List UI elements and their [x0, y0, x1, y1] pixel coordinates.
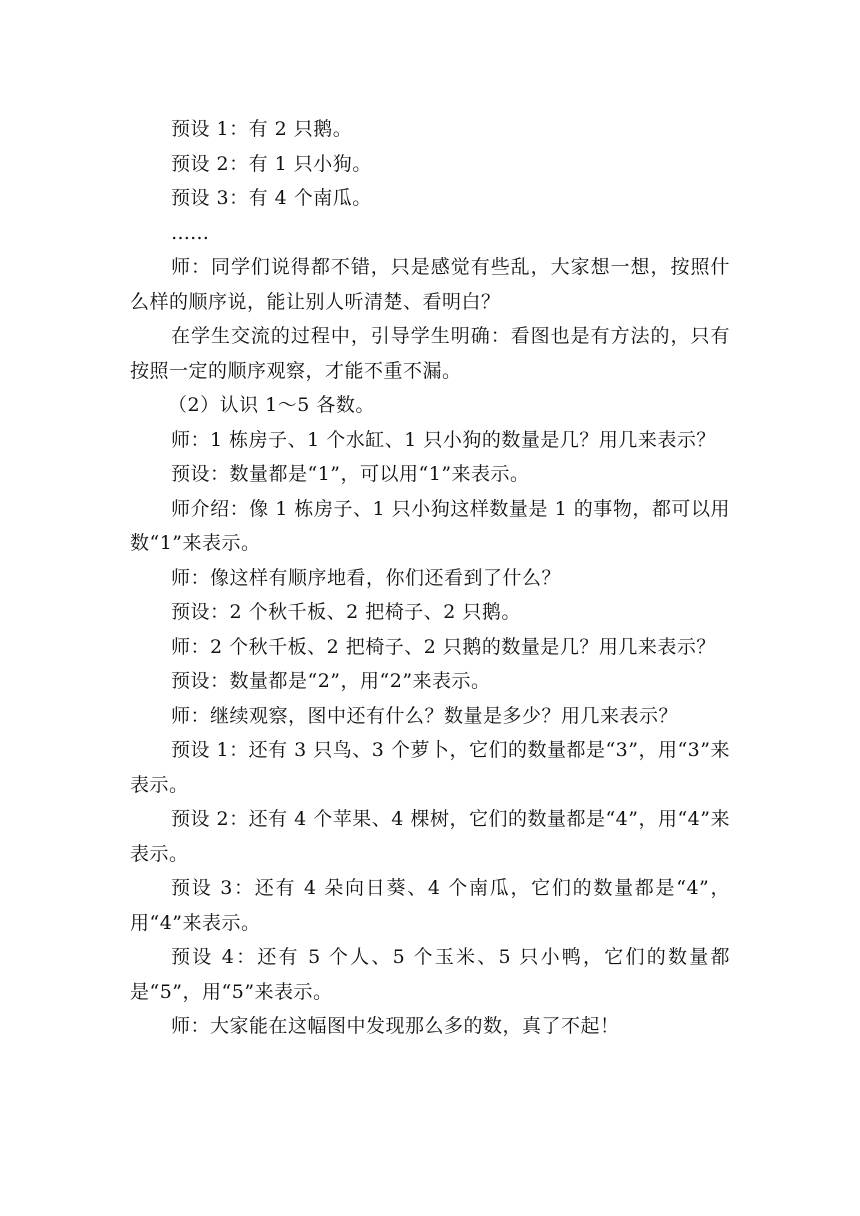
paragraph-ellipsis: ……	[171, 221, 209, 244]
paragraph-teacher-praise: 师：大家能在这幅图中发现那么多的数，真了不起！	[171, 1015, 620, 1037]
paragraph-preset-1-goose: 预设 1：有 2 只鹅。	[171, 118, 353, 140]
paragraph-preset-3-pumpkin: 预设 3：有 4 个南瓜。	[171, 187, 372, 209]
paragraph-teacher-intro-1: 师介绍：像 1 栋房子、1 只小狗这样数量是 1 的事物，都可以用数“1”来表示。	[130, 497, 730, 554]
paragraph-preset-answer-4-sunflowers: 预设 3：还有 4 朵向日葵、4 个南瓜，它们的数量都是“4”，用“4”来表示。	[130, 877, 730, 934]
document-body	[130, 112, 730, 1044]
paragraph-preset-answer-5: 预设 4：还有 5 个人、5 个玉米、5 只小鸭，它们的数量都是“5”，用“5”来表示。	[130, 946, 730, 1003]
section-heading-numbers-1-5: （2）认识 1～5 各数。	[168, 394, 375, 416]
paragraph-preset-answer-3: 预设 1：还有 3 只鸟、3 个萝卜，它们的数量都是“3”，用“3”来表示。	[130, 739, 730, 796]
paragraph-preset-answer-1: 预设：数量都是“1”，可以用“1”来表示。	[171, 463, 530, 485]
paragraph-teacher-question-more: 师：像这样有顺序地看，你们还看到了什么？	[171, 566, 562, 589]
paragraph-preset-2-dog: 预设 2：有 1 只小狗。	[171, 152, 372, 175]
paragraph-preset-answer-4-apples: 预设 2：还有 4 个苹果、4 棵树，它们的数量都是“4”，用“4”来表示。	[130, 808, 730, 865]
paragraph-guidance: 在学生交流的过程中，引导学生明确：看图也是有方法的，只有按照一定的顺序观察，才能不重不漏。	[130, 325, 730, 382]
paragraph-teacher-question-1: 师：1 栋房子、1 个水缸、1 只小狗的数量是几？用几来表示？	[171, 428, 716, 451]
paragraph-preset-answer-2-items: 预设：2 个秋千板、2 把椅子、2 只鹅。	[171, 601, 521, 623]
paragraph-teacher-order-question: 师：同学们说得都不错，只是感觉有些乱，大家想一想，按照什么样的顺序说，能让别人听清楚、看明白？	[130, 256, 730, 313]
paragraph-preset-answer-2: 预设：数量都是“2”，用“2”来表示。	[171, 670, 491, 692]
paragraph-teacher-question-2: 师：2 个秋千板、2 把椅子、2 只鹅的数量是几？用几来表示？	[171, 635, 716, 658]
paragraph-teacher-continue: 师：继续观察，图中还有什么？数量是多少？用几来表示？	[171, 704, 679, 727]
